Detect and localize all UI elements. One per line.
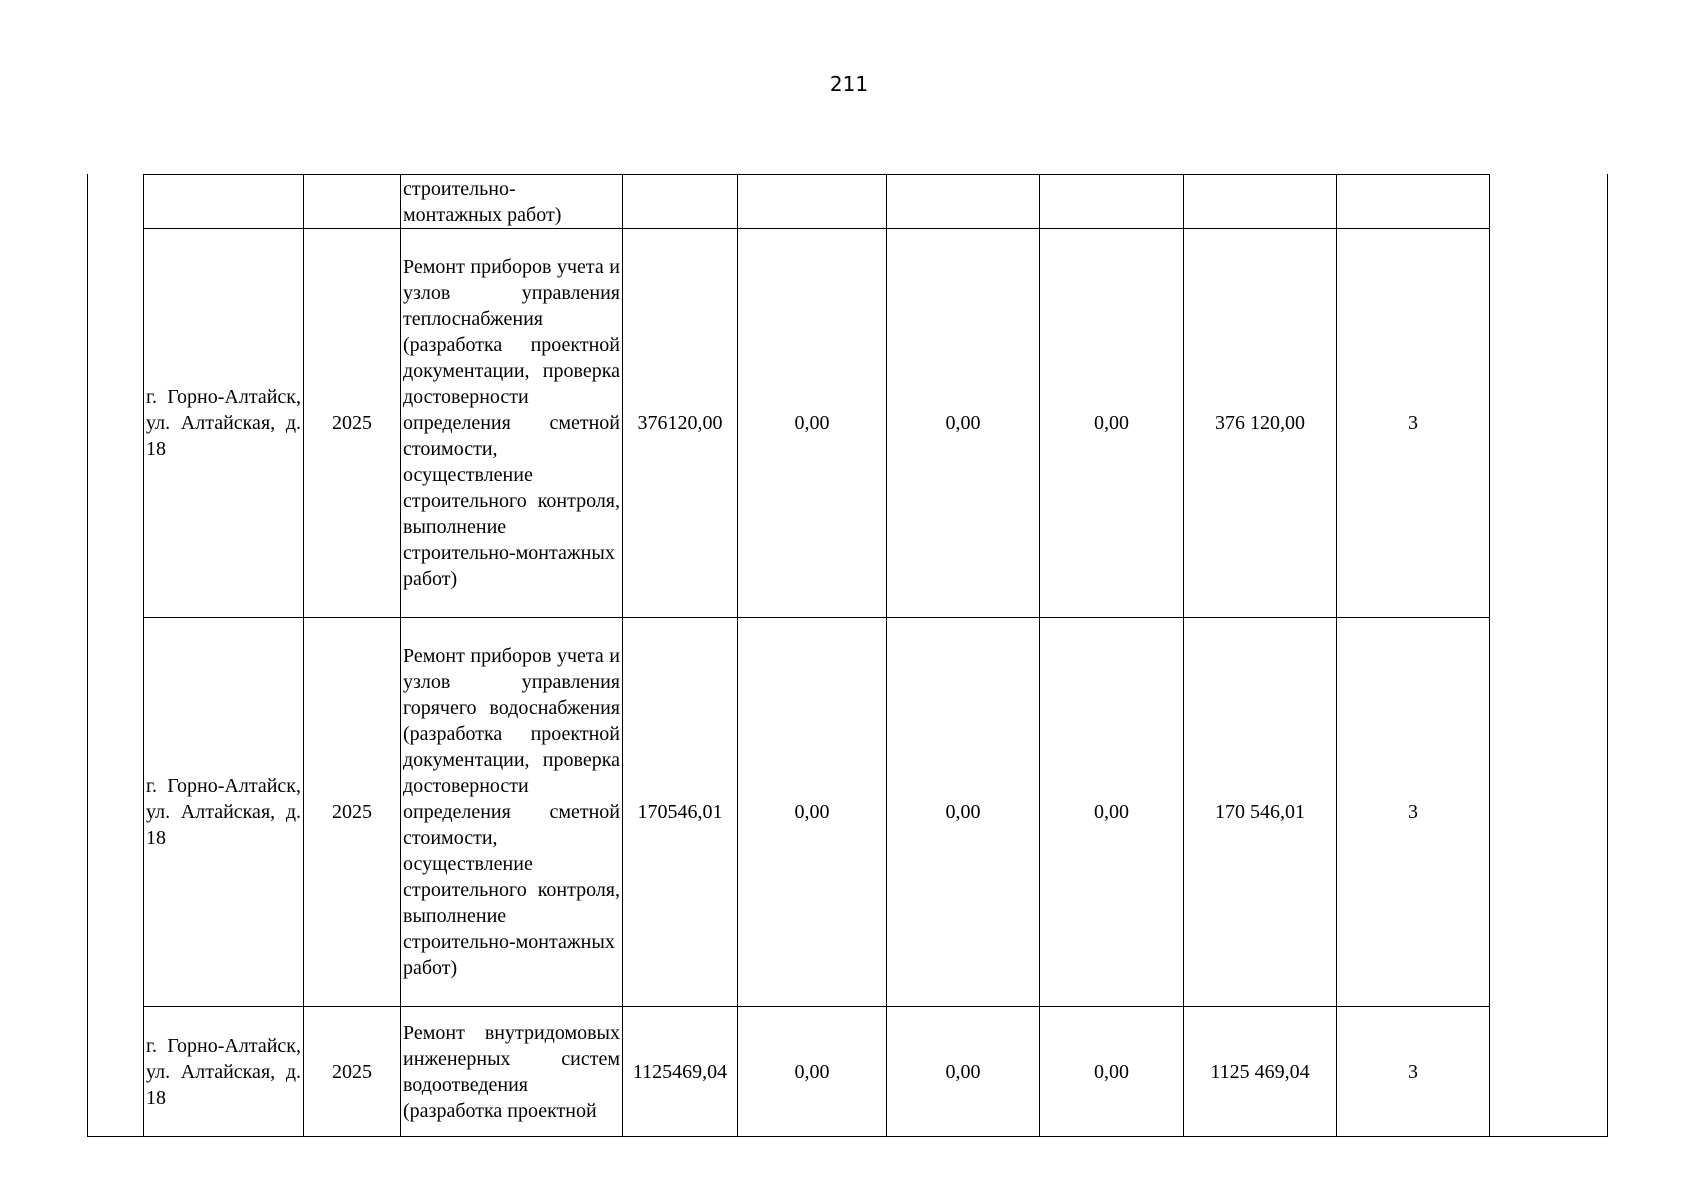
amount-cell: 0,00 (887, 229, 1040, 618)
address-cell (144, 175, 304, 229)
amount-cell: 0,00 (1040, 618, 1184, 1007)
cost-cell: 376120,00 (623, 229, 738, 618)
cost-cell: 1125469,04 (623, 1007, 738, 1137)
year-cell: 2025 (304, 618, 401, 1007)
page-number: 211 (829, 72, 869, 96)
work-description-text: строительно- монтажных работ) (403, 178, 562, 226)
amount-cell: 0,00 (738, 1007, 887, 1137)
stage-cell: 3 (1337, 1007, 1490, 1137)
amount-cell: 0,00 (738, 229, 887, 618)
stage-cell: 3 (1337, 618, 1490, 1007)
address-cell: г. Горно-Алтайск, ул. Алтайская, д. 18 (144, 229, 304, 618)
amount-cell: 0,00 (887, 1007, 1040, 1137)
table-row (144, 1007, 1490, 1137)
stage-cell (1337, 175, 1490, 229)
table-right-border (1607, 174, 1608, 1136)
year-cell (304, 175, 401, 229)
total-cell (1184, 175, 1337, 229)
work-description-cell: Ремонт приборов учета и узлов управления горячего водоснабжения (разработка проектной документации, проверка достоверности определения сметной стоимости, осуществление строительного контроля, выполнение строительно-монтажных работ) (401, 618, 623, 1007)
repair-register-table (143, 174, 1490, 1137)
address-cell: г. Горно-Алтайск, ул. Алтайская, д. 18 (144, 1007, 304, 1137)
amount-cell: 0,00 (887, 618, 1040, 1007)
work-description-cell: Ремонт приборов учета и узлов управления теплоснабжения (разработка проектной документации, проверка достоверности определения сметной стоимости, осуществление строительного контроля, выполнение строительно-монтажных работ) (401, 229, 623, 618)
amount-cell: 0,00 (738, 618, 887, 1007)
work-description-cell: Ремонт внутридомовых инженерных систем водоотведения (разработка проектной (401, 1007, 623, 1137)
work-description-cell (401, 175, 623, 229)
table-left-border (87, 174, 88, 1136)
total-cell: 1125 469,04 (1184, 1007, 1337, 1137)
year-cell: 2025 (304, 1007, 401, 1137)
table-row (144, 175, 1490, 229)
total-cell: 376 120,00 (1184, 229, 1337, 618)
amount-cell (887, 175, 1040, 229)
stage-cell: 3 (1337, 229, 1490, 618)
amount-cell (738, 175, 887, 229)
year-cell: 2025 (304, 229, 401, 618)
address-cell: г. Горно-Алтайск, ул. Алтайская, д. 18 (144, 618, 304, 1007)
table-row (144, 229, 1490, 618)
cost-cell (623, 175, 738, 229)
amount-cell: 0,00 (1040, 1007, 1184, 1137)
cost-cell: 170546,01 (623, 618, 738, 1007)
amount-cell: 0,00 (1040, 229, 1184, 618)
table-row (144, 618, 1490, 1007)
total-cell: 170 546,01 (1184, 618, 1337, 1007)
amount-cell (1040, 175, 1184, 229)
table-frame (87, 174, 1607, 1136)
